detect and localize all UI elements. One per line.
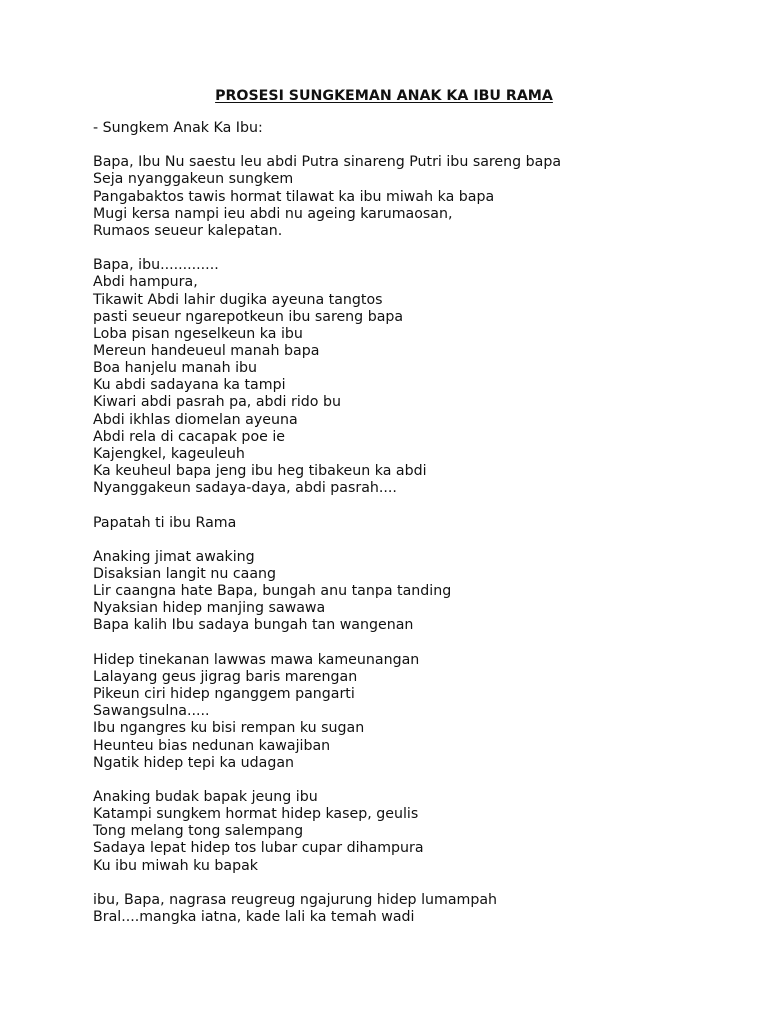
text-line: Disaksian langit nu caang [93, 566, 277, 582]
text-line: Loba pisan ngeselkeun ka ibu [93, 325, 303, 342]
text-line: Nyanggakeun sadaya-daya, abdi pasrah.... [93, 480, 397, 497]
text-line: Kiwari abdi pasrah pa, abdi rido bu [93, 394, 341, 411]
text-line: Pikeun ciri hidep nganggem pangarti [93, 686, 355, 703]
paragraph [93, 257, 733, 497]
text-line: Ku ibu miwah ku bapak [93, 857, 259, 874]
text-line: Hidep tinekanan lawwas mawa kameunangan [93, 651, 420, 668]
text-line: Pangabaktos tawis hormat tilawat ka ibu miwah ka bapa [93, 188, 495, 205]
text-line: Heunteu bias nedunan kawajiban [93, 737, 331, 754]
text-line: Ku abdi sadayana ka tampi [93, 377, 286, 394]
text-line: Tong melang tong salempang [93, 823, 304, 840]
text-line: Boa hanjelu manah ibu [93, 360, 258, 377]
text-line: Kajengkel, kageuleuh [93, 445, 245, 462]
paragraph [93, 652, 733, 772]
text-line: ibu, Bapa, nagrasa reugreug ngajurung hidep lumampah [93, 891, 498, 908]
text-line: Abdi ikhlas diomelan ayeuna [93, 411, 298, 428]
text-line: Lir caangna hate Bapa, bungah anu tanpa tanding [93, 583, 452, 600]
text-line: Sadaya lepat hidep tos lubar cupar dihampura [93, 840, 424, 857]
document-title: PROSESI SUNGKEMAN ANAK KA IBU RAMA [215, 88, 553, 104]
paragraph [93, 892, 733, 926]
text-line: - Sungkem Anak Ka Ibu: [93, 120, 263, 136]
text-line: Rumaos seueur kalepatan. [93, 222, 283, 239]
text-line: Ka keuheul bapa jeng ibu heg tibakeun ka abdi [93, 463, 427, 480]
text-line: Bapa kalih Ibu sadaya bungah tan wangenan [93, 617, 414, 634]
text-line: Sawangsulna..... [93, 703, 210, 720]
paragraph [93, 154, 733, 240]
text-line: pasti seueur ngarepotkeun ibu sareng bapa [93, 308, 404, 325]
paragraph [93, 789, 733, 875]
document-body [93, 120, 733, 943]
text-line: Ngatik hidep tepi ka udagan [93, 754, 295, 771]
text-line: Abdi hampura, [93, 274, 198, 291]
text-line: Lalayang geus jigrag baris marengan [93, 668, 358, 685]
text-line: Mugi kersa nampi ieu abdi nu ageing karumaosan, [93, 205, 453, 222]
text-line: Seja nyanggakeun sungkem [93, 171, 294, 188]
text-line: Bral....mangka iatna, kade lali ka temah wadi [93, 909, 415, 926]
text-line: Ibu ngangres ku bisi rempan ku sugan [93, 720, 365, 737]
text-line: Bapa, Ibu Nu saestu leu abdi Putra sinareng Putri ibu sareng bapa [93, 154, 562, 171]
paragraph [93, 515, 733, 532]
text-line: Anaking jimat awaking [93, 548, 255, 565]
text-line: Papatah ti ibu Rama [93, 514, 237, 531]
text-line: Abdi rela di cacapak poe ie [93, 428, 286, 445]
text-line: Mereun handeueul manah bapa [93, 343, 320, 359]
text-line: Tikawit Abdi lahir dugika ayeuna tangtos [93, 291, 383, 308]
paragraph [93, 549, 733, 635]
text-line: Bapa, ibu............. [93, 257, 219, 274]
text-line: Anaking budak bapak jeung ibu [93, 789, 318, 805]
text-line: Katampi sungkem hormat hidep kasep, geulis [93, 806, 419, 823]
text-line: Nyaksian hidep manjing sawawa [93, 600, 326, 617]
paragraph [93, 120, 733, 137]
